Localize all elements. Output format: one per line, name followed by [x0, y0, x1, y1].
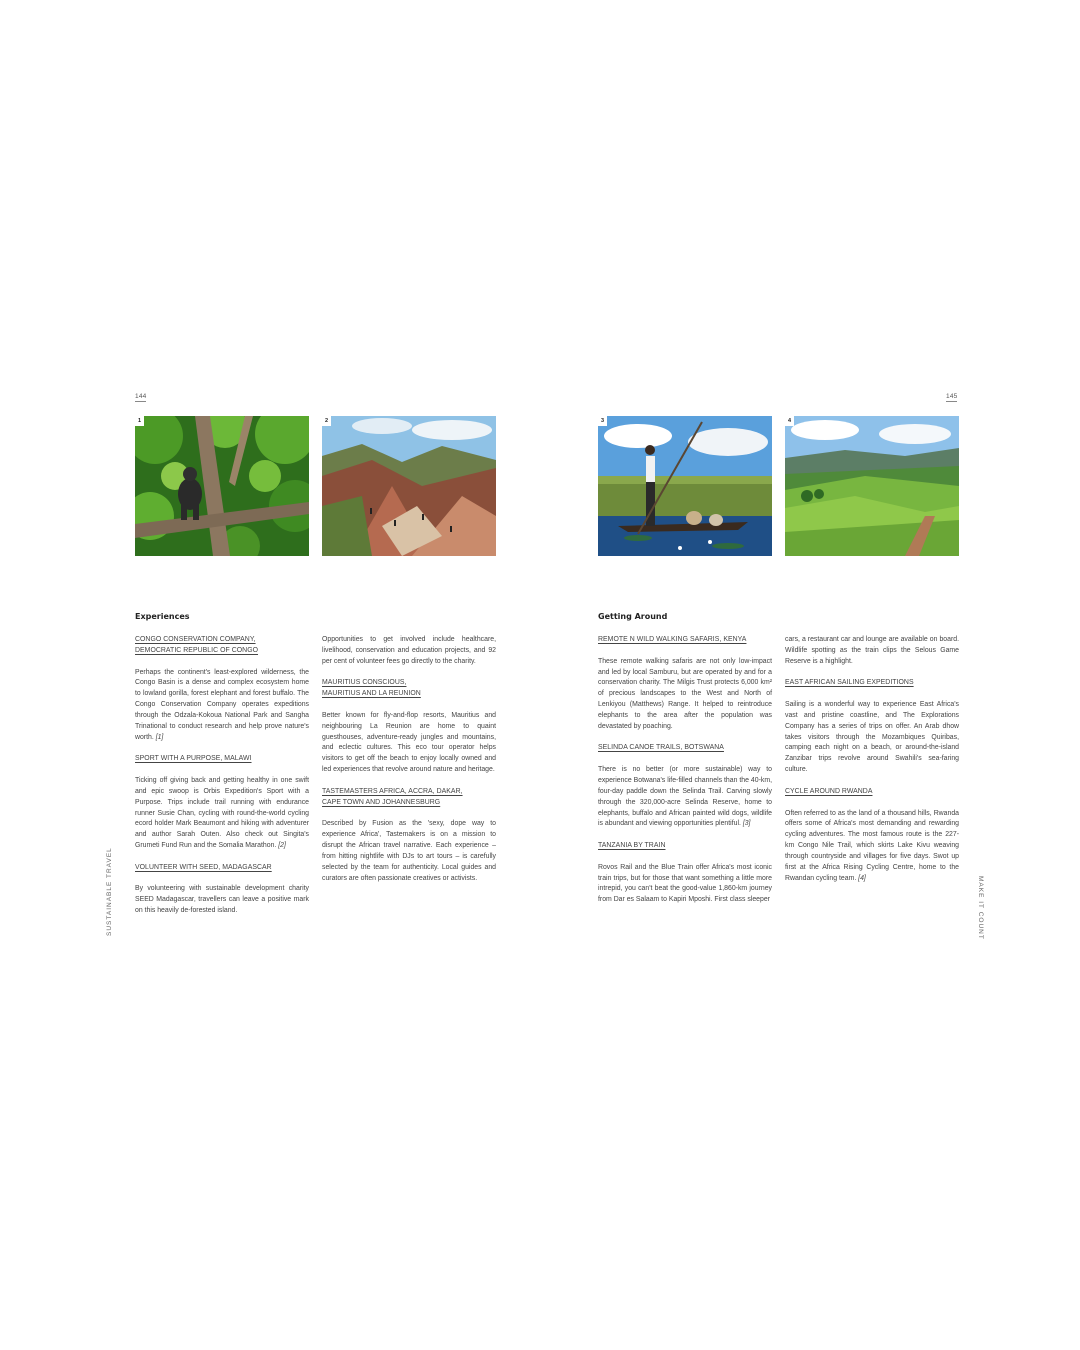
entry-body-tastemasters: Described by Fusion as the 'sexy, dope way to experience Africa', Tastemakers is on a mission to disrupt the African travel narrative. Each experience – from hitting nightlife with DJs to art tours – is carefully selected by the team for authenticity. Local guides and curators are often passionate creatives or activists.	[322, 820, 496, 882]
photo-reference: [1]	[155, 733, 164, 741]
entry-body-congo: Perhaps the continent's least-explored wilderness, the Congo Basin is a dense and complex ecosystem home to lowland gorilla, forest elephant and forest buffalo. The Congo Conservation Company operates expeditions through the Odzala-Kokoua National Park and Sangha Trinational to conduct research and help prove nature's worth. [1]	[135, 668, 309, 741]
photo-label: 4	[785, 416, 794, 426]
entry-body-rwanda: Often referred to as the land of a thousand hills, Rwanda offers some of Africa's most demanding and rewarding cycling adventures. The most famous route is the 227-km Congo Nile Trail, which skirts Lake Kivu weaving through countryside and villages for five days. Swot up first at the Africa Rising Cycling Centre, home to the Rwandan cycling team. [4]	[785, 809, 959, 882]
photo-label: 3	[598, 416, 607, 426]
text-column-3	[598, 635, 772, 917]
text-column-1	[135, 635, 309, 928]
running-head-left: SUSTAINABLE TRAVEL	[106, 847, 113, 936]
photo-reference: [2]	[278, 842, 286, 850]
photo-mountain-hike	[322, 416, 496, 556]
entry-title-remote: REMOTE N WILD WALKING SAFARIS, KENYA	[598, 636, 747, 643]
entry-body-selinda: There is no better (or more sustainable) way to experience Botwana's life-filled channels than the 40-km, four-day paddle down the Selinda Trail. Carving slowly through the 320,000-acre Selinda Reserve, home to elephants, buffalo and African painted wild dogs, wildlife is abundant and viewing opportunities plentiful. [3]	[598, 766, 772, 828]
entry-title-selinda: SELINDA CANOE TRAILS, BOTSWANA	[598, 744, 724, 752]
entry-title-sport: SPORT WITH A PURPOSE, MALAWI	[135, 755, 252, 763]
entry-title-seed: VOLUNTEER WITH SEED, MADAGASCAR	[135, 863, 272, 871]
entry-body-sailing: Sailing is a wonderful way to experience East Africa's vast and pristine coastline, and The Explorations Company has a series of trips on offer. An Arab dhow takes visitors through the Mozambiques Quiribas, camping each night on a beach, or around-the-island Zanzibar trips revolve around Swahili's sea-faring culture.	[785, 701, 959, 774]
photo-gorilla	[135, 416, 309, 556]
photo-gorilla-art	[135, 416, 309, 556]
entry-body-remote: These remote walking safaris are not only low-impact and led by local Samburu, but are operated by and for a conservation charity. The Milgis Trust protects 6,000 km² of precious landscapes to the West and North of Lenkiyou (Matthews) Range. It helped to reintroduce elephants to the area after the population was devastated by poaching.	[598, 657, 772, 730]
photo-reference: [3]	[742, 820, 751, 828]
photo-green-hills	[785, 416, 959, 556]
photo-label: 1	[135, 416, 144, 426]
photo-green-hills-art	[785, 416, 959, 556]
entry-title-congo: CONGO CONSERVATION COMPANY, DEMOCRATIC REPUBLIC OF CONGO	[135, 636, 259, 654]
entry-title-tastemasters: TASTEMASTERS AFRICA, ACCRA, DAKAR, CAPE TOWN AND JOHANNESBURG	[322, 787, 463, 806]
text-column-2	[322, 635, 496, 895]
section-heading-getting-around: Getting Around	[598, 612, 668, 621]
page-number-left: 144	[135, 393, 147, 400]
photo-canoe	[598, 416, 772, 556]
photo-reference: [4]	[858, 874, 866, 882]
entry-title-train: TANZANIA BY TRAIN	[598, 842, 666, 850]
entry-body-seed-continued: Opportunities to get involved include healthcare, livelihood, conservation and education projects, and 92 per cent of volunteer fees go directly to the charity.	[322, 636, 496, 665]
section-heading-experiences: Experiences	[135, 612, 190, 621]
running-head-right: MAKE IT COUNT	[977, 876, 984, 940]
photo-mountain-hike-art	[322, 416, 496, 556]
text-column-4	[785, 635, 959, 895]
entry-body-seed: By volunteering with sustainable development charity SEED Madagascar, travellers can leave a positive mark on this heavily de-forested island.	[135, 885, 309, 915]
photo-canoe-art	[598, 416, 772, 556]
entry-body-train: Rovos Rail and the Blue Train offer Africa's most iconic train trips, but for those that want something a little more intrepid, you can't beat the good-value 1,860-km journey from Dar es Salaam to Kapiri Mposhi. First class sleeper	[598, 863, 772, 904]
entry-body-train-continued: cars, a restaurant car and lounge are available on board. Wildlife spotting as the train clips the Selous Game Reserve is a highlight.	[785, 636, 959, 665]
entry-body-mauritius: Better known for fly-and-flop resorts, Mauritius and neighbouring La Reunion are home to quaint guesthouses, adventure-ready jungles and mountains, and eclectic cultures. This eco tour operator helps visitors to get off the beach to enjoy locally owned and led experiences that revolve around nature and heritage.	[322, 711, 496, 774]
photo-label: 2	[322, 416, 331, 426]
entry-title-rwanda: CYCLE AROUND RWANDA	[785, 787, 873, 795]
entry-body-sport: Ticking off giving back and getting healthy in one swift and epic swoop is Orbis Expedition's Sport with a Purpose. Trips include trail running with endurance runner Susie Chan, cycling with round-the-world cycling ecord holder Mark Beaumont and hiking with adventurer and author Sarah Outen. Also check out Singita's Grumeti Fund Run and the Somalia Marathon. [2]	[135, 776, 309, 850]
page-number-right: 145	[946, 393, 958, 400]
entry-title-sailing: EAST AFRICAN SAILING EXPEDITIONS	[785, 679, 914, 687]
entry-title-mauritius: MAURITIUS CONSCIOUS, MAURITIUS AND LA REUNION	[322, 679, 421, 698]
